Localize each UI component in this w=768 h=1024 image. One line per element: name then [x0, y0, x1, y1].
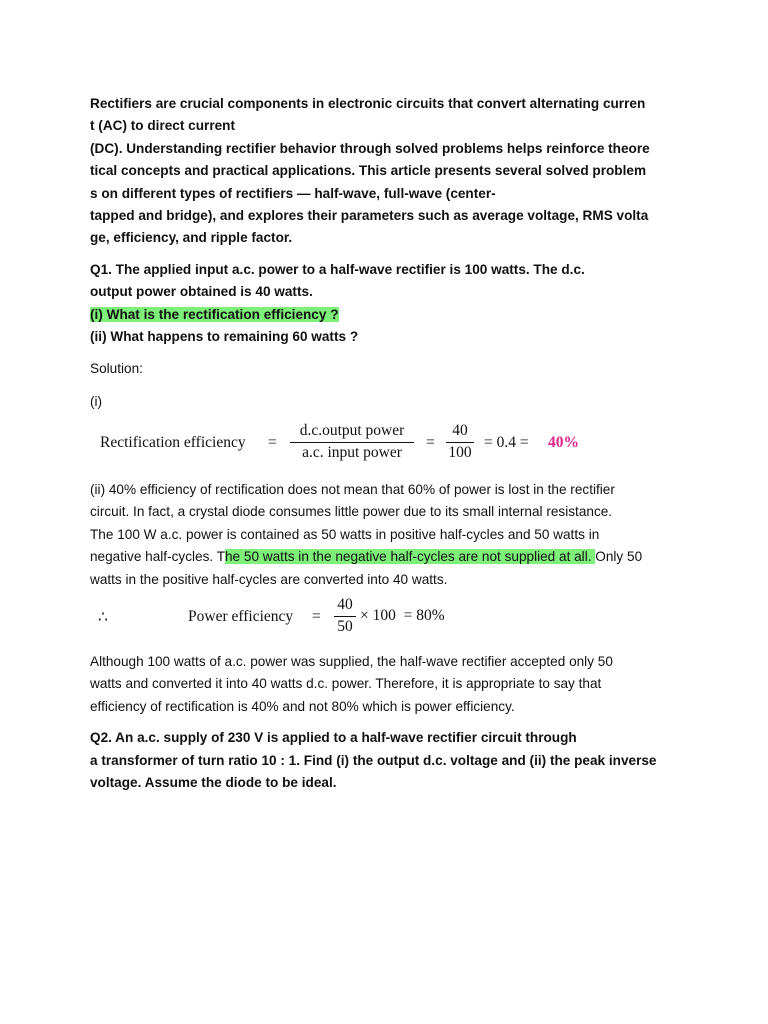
- eq1-fraction: [290, 422, 414, 462]
- conclusion-section: [90, 651, 690, 794]
- explanation-line: watts in the positive half-cycles are converted into 40 watts.: [90, 571, 448, 587]
- eq1-numerator-2: 40: [452, 422, 468, 439]
- therefore-symbol: ∴: [98, 609, 108, 626]
- eq2-equals: =: [312, 608, 321, 625]
- eq1-denominator: a.c. input power: [302, 444, 402, 461]
- intro-line: tical concepts and practical applications. This article presents several solved problem: [90, 163, 647, 179]
- eq1-equals: =: [268, 434, 277, 451]
- question-2: [90, 727, 690, 794]
- eq1-percent: 40%: [548, 434, 579, 451]
- q1-line: Q1. The applied input a.c. power to a half-wave rectifier is 100 watts. The d.c.: [90, 261, 585, 277]
- document-page: [90, 93, 690, 413]
- solution-part-i-label: (i): [90, 393, 103, 409]
- explanation-highlight: he 50 watts in the negative half-cycles are not supplied at all.: [225, 549, 596, 565]
- eq2-denominator: 50: [337, 618, 353, 635]
- explanation-section: [90, 479, 690, 591]
- intro-line: t (AC) to direct current: [90, 118, 236, 134]
- conclusion-line: Although 100 watts of a.c. power was supplied, the half-wave rectifier accepted only 50: [90, 654, 613, 669]
- eq1-lhs: Rectification efficiency: [100, 434, 246, 451]
- power-efficiency-equation: [98, 596, 658, 638]
- q1-part-i-highlight: (i) What is the rectification efficiency ?: [90, 306, 339, 322]
- intro-line: (DC). Understanding rectifier behavior through solved problems helps reinforce theore: [90, 140, 650, 156]
- eq1-denominator-2: 100: [448, 444, 472, 461]
- explanation-line-end: Only 50: [595, 549, 643, 565]
- conclusion-line: watts and converted it into 40 watts d.c. power. Therefore, it is appropriate to say that: [90, 676, 602, 692]
- explanation-line-start: negative half-cycles. T: [90, 549, 225, 565]
- solution-label: Solution:: [90, 361, 143, 377]
- q1-line: output power obtained is 40 watts.: [90, 284, 313, 300]
- explanation-paragraph: [90, 479, 690, 591]
- conclusion-paragraph: [90, 651, 690, 718]
- intro-line: tapped and bridge), and explores their parameters such as average voltage, RMS volta: [90, 208, 649, 224]
- explanation-line: The 100 W a.c. power is contained as 50 watts in positive half-cycles and 50 watts in: [90, 526, 600, 542]
- eq2-rest: × 100 = 80%: [360, 607, 445, 624]
- q2-line: voltage. Assume the diode to be ideal.: [90, 775, 337, 791]
- q2-line: Q2. An a.c. supply of 230 V is applied to a half-wave rectifier circuit through: [90, 730, 577, 746]
- intro-line: s on different types of rectifiers — half-wave, full-wave (center-: [90, 185, 496, 201]
- explanation-line: (ii) 40% efficiency of rectification does not mean that 60% of power is lost in the rectifier: [90, 482, 615, 497]
- conclusion-line: efficiency of rectification is 40% and not 80% which is power efficiency.: [90, 698, 515, 714]
- eq1-equals-2: =: [426, 434, 435, 451]
- question-1: [90, 259, 690, 349]
- rectification-efficiency-equation: [100, 422, 660, 468]
- intro-line: ge, efficiency, and ripple factor.: [90, 230, 293, 246]
- eq1-numerator: d.c.output power: [299, 422, 405, 439]
- q2-line: a transformer of turn ratio 10 : 1. Find (i) the output d.c. voltage and (ii) the peak inverse: [90, 752, 657, 768]
- eq1-result: = 0.4 =: [484, 434, 529, 451]
- eq2-lhs: Power efficiency: [188, 608, 294, 625]
- eq1-fraction-2: [446, 422, 474, 462]
- intro-line: Rectifiers are crucial components in electronic circuits that convert alternating curren: [90, 96, 646, 111]
- intro-paragraph: [90, 93, 690, 250]
- explanation-line: circuit. In fact, a crystal diode consumes little power due to its small internal resistance.: [90, 504, 613, 520]
- q1-part-ii: (ii) What happens to remaining 60 watts ?: [90, 329, 359, 345]
- eq2-numerator: 40: [337, 596, 353, 613]
- eq2-fraction: [334, 596, 356, 636]
